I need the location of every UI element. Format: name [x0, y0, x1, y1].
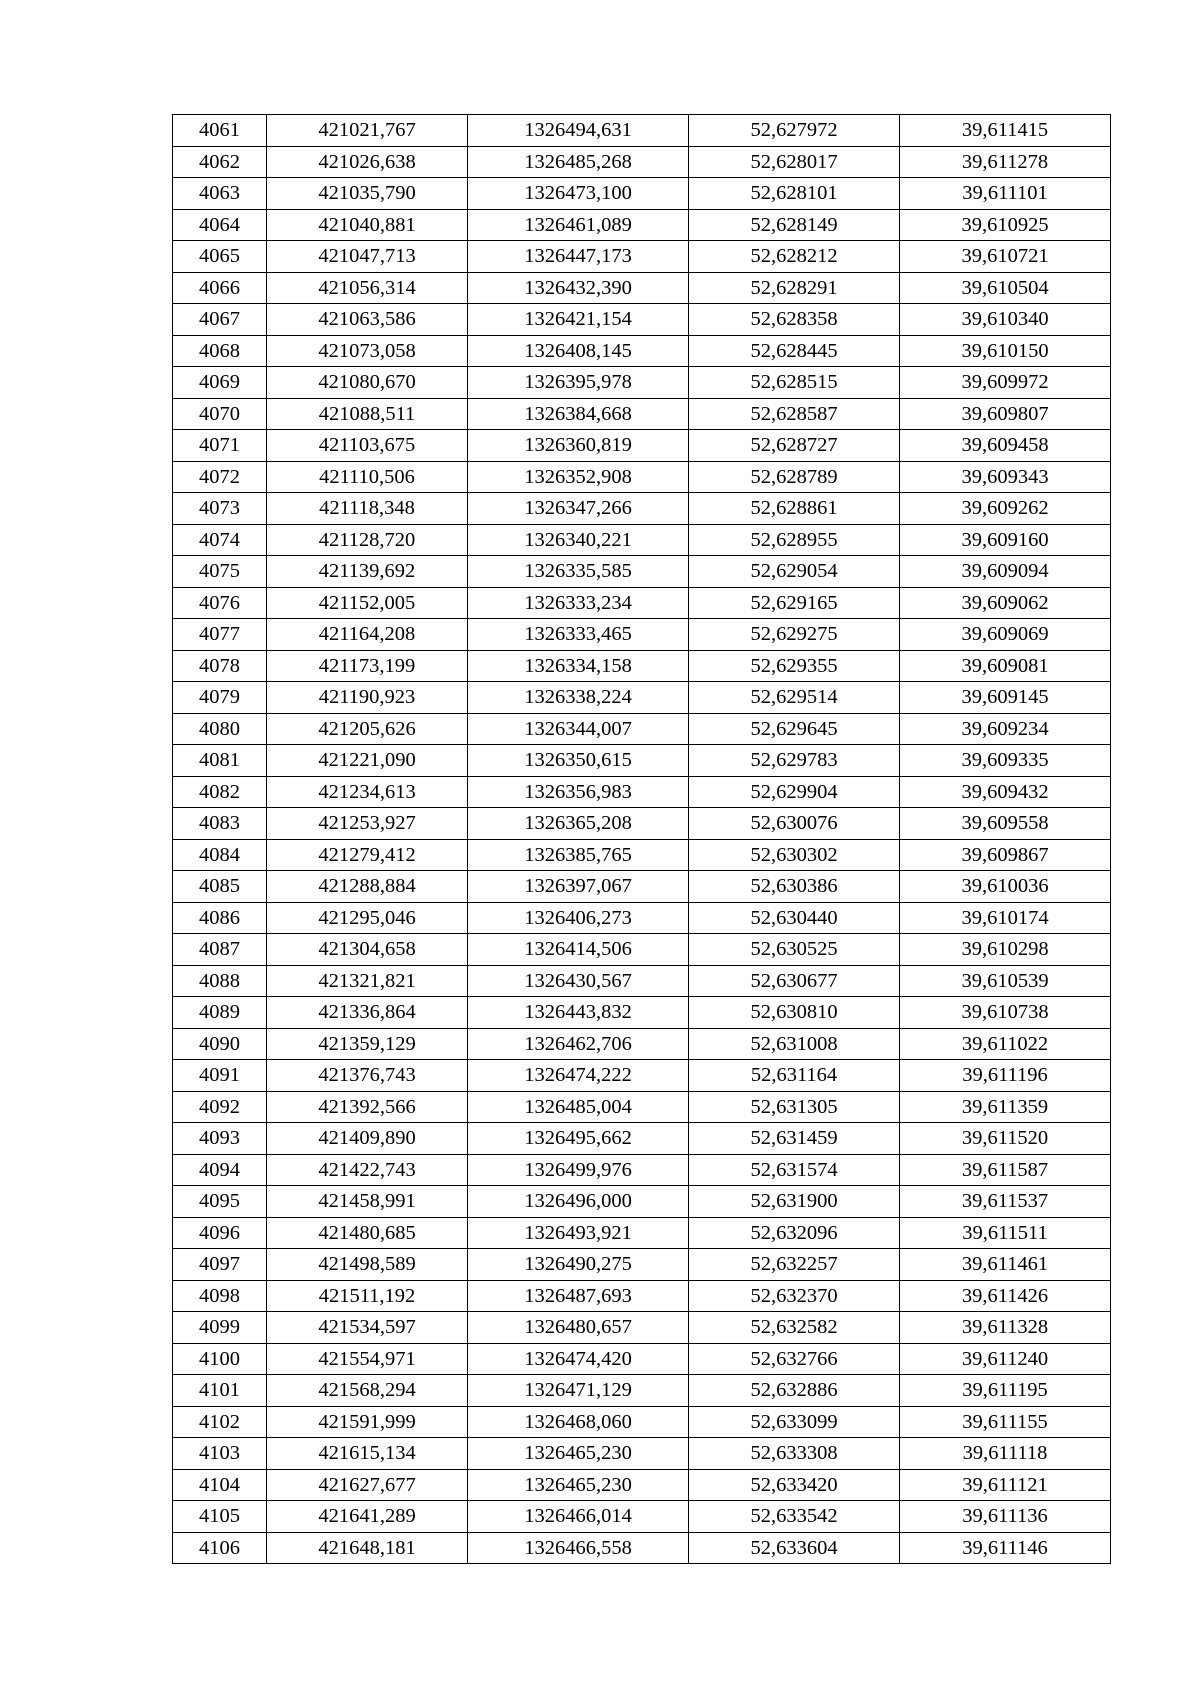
x-coordinate-cell: 421173,199	[267, 650, 468, 682]
latitude-cell: 52,629904	[689, 776, 900, 808]
y-coordinate-cell: 1326473,100	[468, 178, 689, 210]
longitude-cell: 39,611278	[900, 146, 1111, 178]
y-coordinate-cell: 1326466,558	[468, 1532, 689, 1564]
longitude-cell: 39,609262	[900, 493, 1111, 525]
x-coordinate-cell: 421392,566	[267, 1091, 468, 1123]
latitude-cell: 52,629355	[689, 650, 900, 682]
point-number-cell: 4063	[173, 178, 267, 210]
longitude-cell: 39,610298	[900, 934, 1111, 966]
point-number-cell: 4097	[173, 1249, 267, 1281]
x-coordinate-cell: 421422,743	[267, 1154, 468, 1186]
table-row	[173, 1217, 1111, 1249]
x-coordinate-cell: 421234,613	[267, 776, 468, 808]
x-coordinate-cell: 421253,927	[267, 808, 468, 840]
x-coordinate-cell: 421376,743	[267, 1060, 468, 1092]
table-row	[173, 587, 1111, 619]
x-coordinate-cell: 421152,005	[267, 587, 468, 619]
point-number-cell: 4091	[173, 1060, 267, 1092]
longitude-cell: 39,610721	[900, 241, 1111, 273]
latitude-cell: 52,628212	[689, 241, 900, 273]
point-number-cell: 4068	[173, 335, 267, 367]
longitude-cell: 39,609432	[900, 776, 1111, 808]
y-coordinate-cell: 1326333,465	[468, 619, 689, 651]
x-coordinate-cell: 421321,821	[267, 965, 468, 997]
x-coordinate-cell: 421359,129	[267, 1028, 468, 1060]
y-coordinate-cell: 1326462,706	[468, 1028, 689, 1060]
x-coordinate-cell: 421409,890	[267, 1123, 468, 1155]
table-row	[173, 1186, 1111, 1218]
longitude-cell: 39,611022	[900, 1028, 1111, 1060]
y-coordinate-cell: 1326494,631	[468, 115, 689, 147]
x-coordinate-cell: 421336,864	[267, 997, 468, 1029]
longitude-cell: 39,611195	[900, 1375, 1111, 1407]
y-coordinate-cell: 1326487,693	[468, 1280, 689, 1312]
x-coordinate-cell: 421627,677	[267, 1469, 468, 1501]
table-row	[173, 1469, 1111, 1501]
y-coordinate-cell: 1326338,224	[468, 682, 689, 714]
table-row	[173, 839, 1111, 871]
x-coordinate-cell: 421221,090	[267, 745, 468, 777]
longitude-cell: 39,611520	[900, 1123, 1111, 1155]
point-number-cell: 4092	[173, 1091, 267, 1123]
x-coordinate-cell: 421534,597	[267, 1312, 468, 1344]
latitude-cell: 52,629645	[689, 713, 900, 745]
table-row	[173, 1060, 1111, 1092]
table-row	[173, 304, 1111, 336]
x-coordinate-cell: 421568,294	[267, 1375, 468, 1407]
table-row	[173, 1532, 1111, 1564]
x-coordinate-cell: 421190,923	[267, 682, 468, 714]
point-number-cell: 4067	[173, 304, 267, 336]
point-number-cell: 4084	[173, 839, 267, 871]
x-coordinate-cell: 421295,046	[267, 902, 468, 934]
point-number-cell: 4073	[173, 493, 267, 525]
latitude-cell: 52,630440	[689, 902, 900, 934]
point-number-cell: 4065	[173, 241, 267, 273]
point-number-cell: 4096	[173, 1217, 267, 1249]
y-coordinate-cell: 1326465,230	[468, 1438, 689, 1470]
y-coordinate-cell: 1326496,000	[468, 1186, 689, 1218]
x-coordinate-cell: 421279,412	[267, 839, 468, 871]
table-row	[173, 146, 1111, 178]
longitude-cell: 39,609335	[900, 745, 1111, 777]
point-number-cell: 4083	[173, 808, 267, 840]
latitude-cell: 52,628515	[689, 367, 900, 399]
latitude-cell: 52,627972	[689, 115, 900, 147]
y-coordinate-cell: 1326356,983	[468, 776, 689, 808]
point-number-cell: 4103	[173, 1438, 267, 1470]
y-coordinate-cell: 1326495,662	[468, 1123, 689, 1155]
y-coordinate-cell: 1326344,007	[468, 713, 689, 745]
y-coordinate-cell: 1326471,129	[468, 1375, 689, 1407]
table-row	[173, 209, 1111, 241]
latitude-cell: 52,632886	[689, 1375, 900, 1407]
x-coordinate-cell: 421139,692	[267, 556, 468, 588]
latitude-cell: 52,628358	[689, 304, 900, 336]
longitude-cell: 39,609807	[900, 398, 1111, 430]
longitude-cell: 39,609081	[900, 650, 1111, 682]
x-coordinate-cell: 421103,675	[267, 430, 468, 462]
point-number-cell: 4104	[173, 1469, 267, 1501]
longitude-cell: 39,611118	[900, 1438, 1111, 1470]
x-coordinate-cell: 421511,192	[267, 1280, 468, 1312]
point-number-cell: 4094	[173, 1154, 267, 1186]
table-row	[173, 713, 1111, 745]
longitude-cell: 39,609145	[900, 682, 1111, 714]
x-coordinate-cell: 421110,506	[267, 461, 468, 493]
longitude-cell: 39,610036	[900, 871, 1111, 903]
latitude-cell: 52,632257	[689, 1249, 900, 1281]
latitude-cell: 52,630302	[689, 839, 900, 871]
longitude-cell: 39,611587	[900, 1154, 1111, 1186]
point-number-cell: 4064	[173, 209, 267, 241]
point-number-cell: 4078	[173, 650, 267, 682]
y-coordinate-cell: 1326432,390	[468, 272, 689, 304]
point-number-cell: 4089	[173, 997, 267, 1029]
x-coordinate-cell: 421164,208	[267, 619, 468, 651]
x-coordinate-cell: 421080,670	[267, 367, 468, 399]
table-row	[173, 1280, 1111, 1312]
table-row	[173, 808, 1111, 840]
point-number-cell: 4101	[173, 1375, 267, 1407]
longitude-cell: 39,610174	[900, 902, 1111, 934]
point-number-cell: 4076	[173, 587, 267, 619]
y-coordinate-cell: 1326468,060	[468, 1406, 689, 1438]
table-row	[173, 965, 1111, 997]
longitude-cell: 39,609069	[900, 619, 1111, 651]
x-coordinate-cell: 421480,685	[267, 1217, 468, 1249]
point-number-cell: 4082	[173, 776, 267, 808]
latitude-cell: 52,628149	[689, 209, 900, 241]
longitude-cell: 39,610925	[900, 209, 1111, 241]
table-row	[173, 1375, 1111, 1407]
latitude-cell: 52,628789	[689, 461, 900, 493]
latitude-cell: 52,628861	[689, 493, 900, 525]
y-coordinate-cell: 1326408,145	[468, 335, 689, 367]
y-coordinate-cell: 1326474,420	[468, 1343, 689, 1375]
latitude-cell: 52,628445	[689, 335, 900, 367]
latitude-cell: 52,632766	[689, 1343, 900, 1375]
x-coordinate-cell: 421591,999	[267, 1406, 468, 1438]
latitude-cell: 52,628587	[689, 398, 900, 430]
latitude-cell: 52,630810	[689, 997, 900, 1029]
x-coordinate-cell: 421288,884	[267, 871, 468, 903]
table-row	[173, 1249, 1111, 1281]
table-row	[173, 650, 1111, 682]
latitude-cell: 52,628291	[689, 272, 900, 304]
x-coordinate-cell: 421073,058	[267, 335, 468, 367]
latitude-cell: 52,631305	[689, 1091, 900, 1123]
table-row	[173, 1312, 1111, 1344]
y-coordinate-cell: 1326414,506	[468, 934, 689, 966]
point-number-cell: 4069	[173, 367, 267, 399]
longitude-cell: 39,611328	[900, 1312, 1111, 1344]
y-coordinate-cell: 1326466,014	[468, 1501, 689, 1533]
longitude-cell: 39,609867	[900, 839, 1111, 871]
x-coordinate-cell: 421615,134	[267, 1438, 468, 1470]
x-coordinate-cell: 421304,658	[267, 934, 468, 966]
y-coordinate-cell: 1326485,268	[468, 146, 689, 178]
y-coordinate-cell: 1326352,908	[468, 461, 689, 493]
point-number-cell: 4099	[173, 1312, 267, 1344]
longitude-cell: 39,610539	[900, 965, 1111, 997]
y-coordinate-cell: 1326443,832	[468, 997, 689, 1029]
longitude-cell: 39,611415	[900, 115, 1111, 147]
x-coordinate-cell: 421021,767	[267, 115, 468, 147]
longitude-cell: 39,611196	[900, 1060, 1111, 1092]
y-coordinate-cell: 1326333,234	[468, 587, 689, 619]
latitude-cell: 52,628727	[689, 430, 900, 462]
table-row	[173, 178, 1111, 210]
y-coordinate-cell: 1326385,765	[468, 839, 689, 871]
latitude-cell: 52,630076	[689, 808, 900, 840]
table-row	[173, 115, 1111, 147]
point-number-cell: 4088	[173, 965, 267, 997]
longitude-cell: 39,611511	[900, 1217, 1111, 1249]
latitude-cell: 52,633542	[689, 1501, 900, 1533]
point-number-cell: 4079	[173, 682, 267, 714]
latitude-cell: 52,631574	[689, 1154, 900, 1186]
y-coordinate-cell: 1326461,089	[468, 209, 689, 241]
longitude-cell: 39,611359	[900, 1091, 1111, 1123]
point-number-cell: 4095	[173, 1186, 267, 1218]
y-coordinate-cell: 1326350,615	[468, 745, 689, 777]
y-coordinate-cell: 1326365,208	[468, 808, 689, 840]
point-number-cell: 4077	[173, 619, 267, 651]
y-coordinate-cell: 1326360,819	[468, 430, 689, 462]
y-coordinate-cell: 1326499,976	[468, 1154, 689, 1186]
latitude-cell: 52,633420	[689, 1469, 900, 1501]
point-number-cell: 4098	[173, 1280, 267, 1312]
point-number-cell: 4071	[173, 430, 267, 462]
x-coordinate-cell: 421554,971	[267, 1343, 468, 1375]
table-row	[173, 1028, 1111, 1060]
y-coordinate-cell: 1326421,154	[468, 304, 689, 336]
latitude-cell: 52,633604	[689, 1532, 900, 1564]
y-coordinate-cell: 1326395,978	[468, 367, 689, 399]
table-row	[173, 272, 1111, 304]
table-row	[173, 430, 1111, 462]
y-coordinate-cell: 1326465,230	[468, 1469, 689, 1501]
longitude-cell: 39,609062	[900, 587, 1111, 619]
latitude-cell: 52,631008	[689, 1028, 900, 1060]
longitude-cell: 39,609972	[900, 367, 1111, 399]
latitude-cell: 52,630677	[689, 965, 900, 997]
x-coordinate-cell: 421063,586	[267, 304, 468, 336]
table-row	[173, 902, 1111, 934]
latitude-cell: 52,632096	[689, 1217, 900, 1249]
latitude-cell: 52,628101	[689, 178, 900, 210]
longitude-cell: 39,609160	[900, 524, 1111, 556]
latitude-cell: 52,629514	[689, 682, 900, 714]
x-coordinate-cell: 421040,881	[267, 209, 468, 241]
latitude-cell: 52,632582	[689, 1312, 900, 1344]
point-number-cell: 4075	[173, 556, 267, 588]
point-number-cell: 4066	[173, 272, 267, 304]
longitude-cell: 39,611146	[900, 1532, 1111, 1564]
longitude-cell: 39,610504	[900, 272, 1111, 304]
point-number-cell: 4102	[173, 1406, 267, 1438]
point-number-cell: 4090	[173, 1028, 267, 1060]
table-row	[173, 367, 1111, 399]
y-coordinate-cell: 1326490,275	[468, 1249, 689, 1281]
y-coordinate-cell: 1326335,585	[468, 556, 689, 588]
latitude-cell: 52,628955	[689, 524, 900, 556]
x-coordinate-cell: 421498,589	[267, 1249, 468, 1281]
point-number-cell: 4074	[173, 524, 267, 556]
y-coordinate-cell: 1326485,004	[468, 1091, 689, 1123]
x-coordinate-cell: 421056,314	[267, 272, 468, 304]
longitude-cell: 39,609558	[900, 808, 1111, 840]
longitude-cell: 39,609458	[900, 430, 1111, 462]
y-coordinate-cell: 1326474,222	[468, 1060, 689, 1092]
latitude-cell: 52,630386	[689, 871, 900, 903]
x-coordinate-cell: 421035,790	[267, 178, 468, 210]
x-coordinate-cell: 421047,713	[267, 241, 468, 273]
latitude-cell: 52,632370	[689, 1280, 900, 1312]
table-row	[173, 1154, 1111, 1186]
table-row	[173, 493, 1111, 525]
latitude-cell: 52,633308	[689, 1438, 900, 1470]
table-row	[173, 241, 1111, 273]
point-number-cell: 4093	[173, 1123, 267, 1155]
y-coordinate-cell: 1326447,173	[468, 241, 689, 273]
y-coordinate-cell: 1326406,273	[468, 902, 689, 934]
longitude-cell: 39,611426	[900, 1280, 1111, 1312]
x-coordinate-cell: 421641,289	[267, 1501, 468, 1533]
table-row	[173, 398, 1111, 430]
point-number-cell: 4062	[173, 146, 267, 178]
table-row	[173, 619, 1111, 651]
latitude-cell: 52,630525	[689, 934, 900, 966]
y-coordinate-cell: 1326493,921	[468, 1217, 689, 1249]
point-number-cell: 4072	[173, 461, 267, 493]
table-row	[173, 461, 1111, 493]
longitude-cell: 39,611136	[900, 1501, 1111, 1533]
point-number-cell: 4085	[173, 871, 267, 903]
longitude-cell: 39,610738	[900, 997, 1111, 1029]
point-number-cell: 4086	[173, 902, 267, 934]
point-number-cell: 4087	[173, 934, 267, 966]
table-row	[173, 1343, 1111, 1375]
y-coordinate-cell: 1326334,158	[468, 650, 689, 682]
table-row	[173, 997, 1111, 1029]
longitude-cell: 39,611121	[900, 1469, 1111, 1501]
point-number-cell: 4061	[173, 115, 267, 147]
point-number-cell: 4081	[173, 745, 267, 777]
y-coordinate-cell: 1326340,221	[468, 524, 689, 556]
table-row	[173, 745, 1111, 777]
table-row	[173, 524, 1111, 556]
longitude-cell: 39,609094	[900, 556, 1111, 588]
longitude-cell: 39,611155	[900, 1406, 1111, 1438]
point-number-cell: 4106	[173, 1532, 267, 1564]
table-row	[173, 934, 1111, 966]
table-row	[173, 1091, 1111, 1123]
longitude-cell: 39,609234	[900, 713, 1111, 745]
longitude-cell: 39,611537	[900, 1186, 1111, 1218]
table-row	[173, 682, 1111, 714]
latitude-cell: 52,631900	[689, 1186, 900, 1218]
longitude-cell: 39,611461	[900, 1249, 1111, 1281]
point-number-cell: 4070	[173, 398, 267, 430]
y-coordinate-cell: 1326397,067	[468, 871, 689, 903]
x-coordinate-cell: 421118,348	[267, 493, 468, 525]
x-coordinate-cell: 421205,626	[267, 713, 468, 745]
latitude-cell: 52,629165	[689, 587, 900, 619]
latitude-cell: 52,631459	[689, 1123, 900, 1155]
table-row	[173, 556, 1111, 588]
longitude-cell: 39,610150	[900, 335, 1111, 367]
x-coordinate-cell: 421648,181	[267, 1532, 468, 1564]
latitude-cell: 52,633099	[689, 1406, 900, 1438]
longitude-cell: 39,611101	[900, 178, 1111, 210]
point-number-cell: 4080	[173, 713, 267, 745]
longitude-cell: 39,610340	[900, 304, 1111, 336]
point-number-cell: 4105	[173, 1501, 267, 1533]
table-row	[173, 1501, 1111, 1533]
coordinate-table	[172, 114, 1111, 1564]
latitude-cell: 52,629054	[689, 556, 900, 588]
x-coordinate-cell: 421128,720	[267, 524, 468, 556]
longitude-cell: 39,609343	[900, 461, 1111, 493]
y-coordinate-cell: 1326430,567	[468, 965, 689, 997]
table-row	[173, 335, 1111, 367]
x-coordinate-cell: 421088,511	[267, 398, 468, 430]
x-coordinate-cell: 421026,638	[267, 146, 468, 178]
latitude-cell: 52,629783	[689, 745, 900, 777]
table-row	[173, 1438, 1111, 1470]
table-row	[173, 1123, 1111, 1155]
latitude-cell: 52,629275	[689, 619, 900, 651]
y-coordinate-cell: 1326347,266	[468, 493, 689, 525]
table-row	[173, 871, 1111, 903]
table-row	[173, 1406, 1111, 1438]
x-coordinate-cell: 421458,991	[267, 1186, 468, 1218]
latitude-cell: 52,631164	[689, 1060, 900, 1092]
table-body	[173, 115, 1111, 1564]
point-number-cell: 4100	[173, 1343, 267, 1375]
latitude-cell: 52,628017	[689, 146, 900, 178]
y-coordinate-cell: 1326480,657	[468, 1312, 689, 1344]
longitude-cell: 39,611240	[900, 1343, 1111, 1375]
y-coordinate-cell: 1326384,668	[468, 398, 689, 430]
table-row	[173, 776, 1111, 808]
